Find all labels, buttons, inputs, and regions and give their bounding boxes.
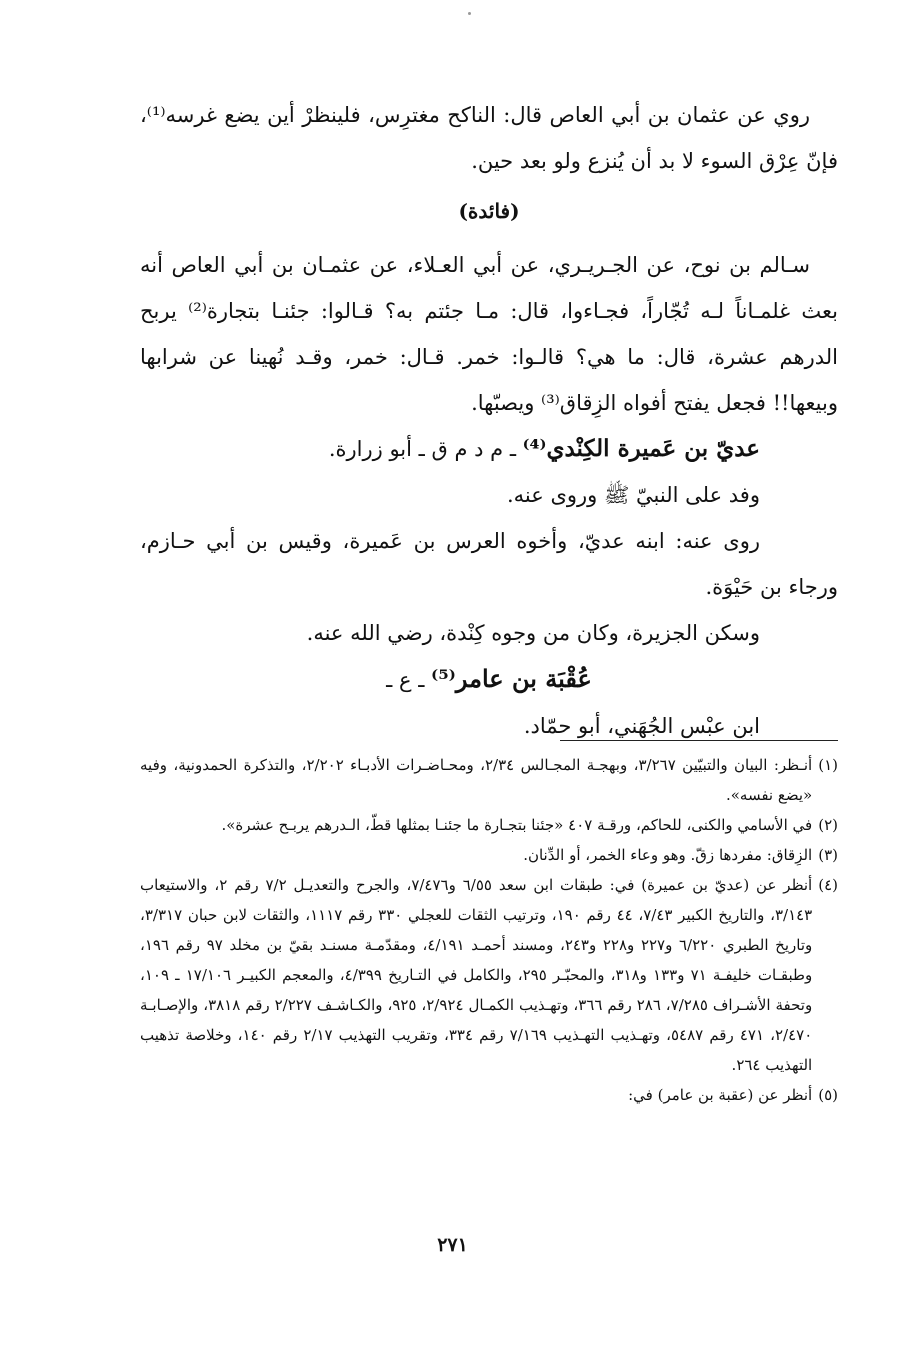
footnote-number: (١) <box>818 756 838 774</box>
bio-1-line-4: وسكن الجزيرة، وكان من وجوه كِنْدة، رضي الله عنه. <box>306 621 760 645</box>
bio-2-name: عُقْبَة بن عامر⁽⁵⁾ <box>431 664 592 693</box>
footnote-text: أنظر عن (عقبة بن عامر) في: <box>628 1086 813 1104</box>
bio-2-title-line <box>140 656 838 703</box>
paragraph-1: روي عن عثمان بن أبي العاص قال: الناكح مغترِس، فلينظرْ أين يضع غرسه⁽¹⁾، فإنّ عِرْق السوء لا بد أن يُنزع ولو بعد حين. <box>140 103 838 173</box>
footnote-text: أنـظر: البيان والتبيّين ٣/٢٦٧، وبهجـة المجـالس ٢/٣٤، ومحـاضـرات الأدبـاء ٢/٢٠٢، والتذكرة الحمدونية، وفيه «يضع نفسه». <box>140 756 813 804</box>
bio-1-suffix: ـ م د م ق ـ أبو زرارة. <box>328 437 523 461</box>
footnote-text: أنظر عن (عديّ بن عميرة) في: طبقات ابن سعد ٦/٥٥ و٧/٤٧٦، والجرح والتعديـل ٧/٢ رقم ٢، والاستيعاب ٣/١٤٣، والتاريخ الكبير ٧/٤٣، ٤٤ رقم ١٩٠، وترتيب الثقات للعجلي ٣٣٠ رقم ١١١٧، والثقات لابن حبان ٣/٣١٧، وتاريخ الطبري ٦/٢٢٠ و٢٢٧ و٢٢٨ و٢٤٣، ومسند أحمـد ٤/١٩١، ومقدّمـة مسنـد بقيّ بن مخلد ٩٧ رقم ١٩٦، وطبقـات خليفـة ٧١ و١٣٣ و٣١٨، والمحبّـر ٢٩٥، والكامل في التـاريخ ٤/٣٩٩، والمعجم الكبيـر ١٧/١٠٦ ـ ١٠٩، وتحفة الأشـراف ٧/٢٨٥، ٢٨٦ رقم ٣٦٦، وتهـذيب الكمـال ٢/٩٢٤، ٩٢٥، والكـاشـف ٢/٢٢٧ رقم ٣٨١٨، والإصـابـة ٢/٤٧٠، ٤٧١ رقم ٥٤٨٧، وتهـذيب التهـذيب ٧/١٦٩ رقم ٣٣٤، وتقريب التهذيب ٢/١٧ رقم ١٤٠، وخلاصة تذهيب التهذيب ٢٦٤. <box>140 876 813 1074</box>
main-text <box>140 92 838 749</box>
footnote <box>140 750 838 810</box>
bio-1-line-3: روى عنه: ابنه عديّ، وأخوه العرس بن عَميرة، وقيس بن أبي حـازم، ورجاء بن حَيْوَة. <box>140 529 838 599</box>
footnote-number: (٢) <box>818 816 838 834</box>
footnote-text: الزِقاق: مفردها زقّ. وهو وعاء الخمر، أو الدِّنان. <box>523 846 813 864</box>
scan-speck <box>468 12 471 15</box>
bio-1-line-2: وفد على النبيّ ﷺ وروى عنه. <box>506 483 760 507</box>
bio-2-suffix: ـ ع ـ <box>386 668 432 692</box>
footnote <box>140 1080 838 1110</box>
bio-2-line-2: ابن عبْس الجُهَني، أبو حمّاد. <box>523 714 760 738</box>
footnote <box>140 870 838 1080</box>
footnote-text: في الأسامي والكنى، للحاكم، ورقـة ٤٠٧ «جئنا بتجـارة ما جئنـا بمثلها قطّ، الـدرهم يربـح عشرة». <box>221 816 813 834</box>
bio-1-title-line <box>140 426 838 472</box>
section-heading: (فائدة) <box>458 199 520 223</box>
page-number: ٢٧١ <box>437 1234 468 1256</box>
footnote-separator <box>560 740 838 741</box>
footnote-number: (٥) <box>818 1086 838 1104</box>
footnotes <box>140 750 838 1110</box>
footnote <box>140 810 838 840</box>
footnote <box>140 840 838 870</box>
paragraph-2: سـالم بن نوح، عن الجـريـري، عن أبي العـلاء، عن عثمـان بن أبي العاص أنه بعث غلمـاناً لـه تُجّاراً، فجـاءوا، قال: مـا جئتم به؟ قـالوا: جئنـا بتجارة⁽²⁾ يربح الدرهم عشرة، قال: ما هي؟ قالـوا: خمر. قـال: خمر، وقـد نُهينا عن شرابها وبيعها!! فجعل يفتح أفواه الزِقاق⁽³⁾ ويصبّها. <box>140 253 838 415</box>
bio-1-name: عديّ بن عَميرة الكِنْدي⁽⁴⁾ <box>522 435 760 462</box>
footnote-number: (٣) <box>818 846 838 864</box>
footnote-number: (٤) <box>818 876 838 894</box>
